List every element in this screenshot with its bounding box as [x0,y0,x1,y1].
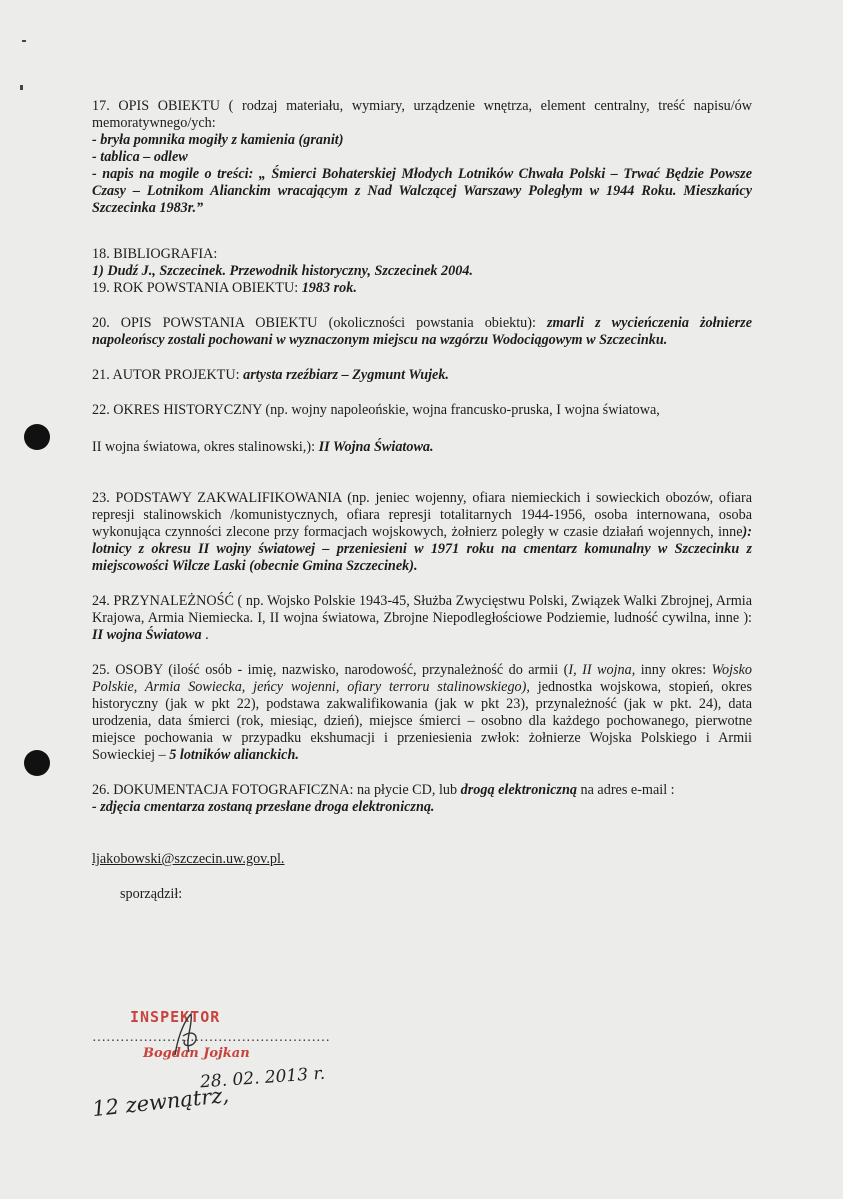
section-18 [92,246,752,280]
section-20 [92,315,752,349]
contact-email [92,851,752,868]
stamp-title: INSPEKTOR [130,1008,221,1026]
section-24-end: . [201,627,209,643]
section-26 [92,782,752,816]
document-body [92,98,752,903]
section-20-label: 20. OPIS POWSTANIA OBIEKTU (okoliczności powstania obiektu): [92,315,547,331]
section-22 [92,402,752,456]
section-26-note: - zdjęcia cmentarza zostaną przesłane droga elektroniczną. [92,799,435,815]
section-25-text: jednostka wojskowa, stopień, okres historyczny (jak w pkt 22), podstawa zakwalifikowania (jak w pkt 23), przynależność (jak w pkt. 24), data urodzenia, data śmierci (rok, miesiąc, dzień), miejsce śmierci – osobno dla każdego pochowanego, pierwotne miejsce pochowania w przypadku ekshumacji i przeniesienia zwłok: żołnierze Wojska Polskiego i Armii Sowieckiej – [92,679,752,763]
section-21 [92,367,752,384]
section-17 [92,98,752,217]
stamp-name: Bogdan Jojkan [143,1046,250,1061]
section-26-label: 26. DOKUMENTACJA FOTOGRAFICZNA: na płycie CD, lub [92,782,461,798]
section-19-label: 19. ROK POWSTANIA OBIEKTU: [92,280,302,296]
section-24-value: II wojna Światowa [92,627,202,643]
section-17-item: - tablica – odlew [92,149,188,165]
section-22-value: II Wojna Światowa. [318,439,434,455]
section-17-inscription: - napis na mogile o treści: „ Śmierci Bohaterskiej Młodych Lotników Chwała Polski – Trwać Będzie Powsze Czasy – Lotnikom Alianckim wracającym z Nad Walczącej Warszawy Poległym w 1944 Roku. Mieszkańcy Szczecinka 1983r.” [92,166,752,216]
section-19 [92,280,752,297]
email-link[interactable]: ljakobowski@szczecin.uw.gov.pl. [92,851,285,867]
scan-speck [22,40,26,42]
section-24-label: 24. PRZYNALEŻNOŚĆ ( np. Wojsko Polskie 1943-45, Służba Zwycięstwu Polski, Związek Walki Zbrojnej, Armia Krajowa, Armia Niemiecka. I, II wojna światowa, Zbrojne Niepodległościowe Podziemie, ludność cywilna, inne ): [92,593,752,626]
section-21-value: artysta rzeźbiarz – Zygmunt Wujek. [243,367,449,383]
scan-speck [20,85,23,90]
bibliography-entry: 1) Dudź J., Szczecinek. Przewodnik historyczny, Szczecinek 2004. [92,263,473,279]
section-22-label: II wojna światowa, okres stalinowski,): [92,439,319,455]
section-22-line1: 22. OKRES HISTORYCZNY (np. wojny napoleońskie, wojna francusko-pruska, I wojna światowa, [92,402,660,418]
section-17-item: - bryła pomnika mogiły z kamienia (granit) [92,132,344,148]
prepared-by [92,886,752,903]
section-26-em: drogą elektroniczną [460,782,577,798]
section-25-text: Wojsko Polskie, Armia Sowiecka, jeńcy wojenni, ofiary terroru stalinowskiego), [92,662,752,695]
section-21-label: 21. AUTOR PROJEKTU: [92,367,244,383]
punch-hole-bottom [24,750,50,776]
section-23-value: ): lotnicy z okresu II wojny światowej – przeniesieni w 1971 roku na cmentarz komunalny w Szczecinku z miejscowości Wilcze Laski (obecnie Gmina Szczecinek). [92,524,752,574]
section-25-text: 25. OSOBY (ilość osób - imię, nazwisko, narodowość, przynależność do armii ( [92,662,569,678]
section-19-value: 1983 rok. [301,280,357,296]
handwritten-date: 28. 02. 2013 r. [199,1063,326,1093]
section-20-value: zmarli z wycieńczenia żołnierze napoleońscy zostali pochowani w wyznaczonym miejscu na wzgórzu Wodociągowym w Szczecinku. [92,315,752,348]
signature-mark [155,1010,215,1060]
section-25 [92,662,752,764]
section-25-text: inny okres: [635,662,712,678]
section-23-label: 23. PODSTAWY ZAKWALIFIKOWANIA (np. jeniec wojenny, ofiara niemieckich i sowieckich obozów, ofiara represji stalinowskich /komunistycznych, ofiara represji totalitarnych 1944-1956, osoba internowana, osoba wykonująca czynności zlecone przy formacjach wojskowych, żołnierz poległy w czasie działań wojennych, inne [92,490,752,540]
punch-hole-top [24,424,50,450]
handwritten-note: 12 zewnątrz, [91,1082,231,1122]
section-23 [92,490,752,575]
prepared-by-label: sporządził: [120,886,183,902]
section-25-value: 5 lotników alianckich. [169,747,299,763]
signature-line: …………………………………………… [92,1030,330,1045]
section-26-rest: na adres e-mail : [576,782,675,798]
section-22-line2 [92,439,752,456]
section-17-heading: 17. OPIS OBIEKTU ( rodzaj materiału, wymiary, urządzenie wnętrza, element centralny, treść napisu/ów memoratywnego/ych: [92,98,752,131]
section-24 [92,593,752,644]
section-18-heading: 18. BIBLIOGRAFIA: [92,246,218,262]
section-25-text: I, II wojna, [568,662,636,678]
